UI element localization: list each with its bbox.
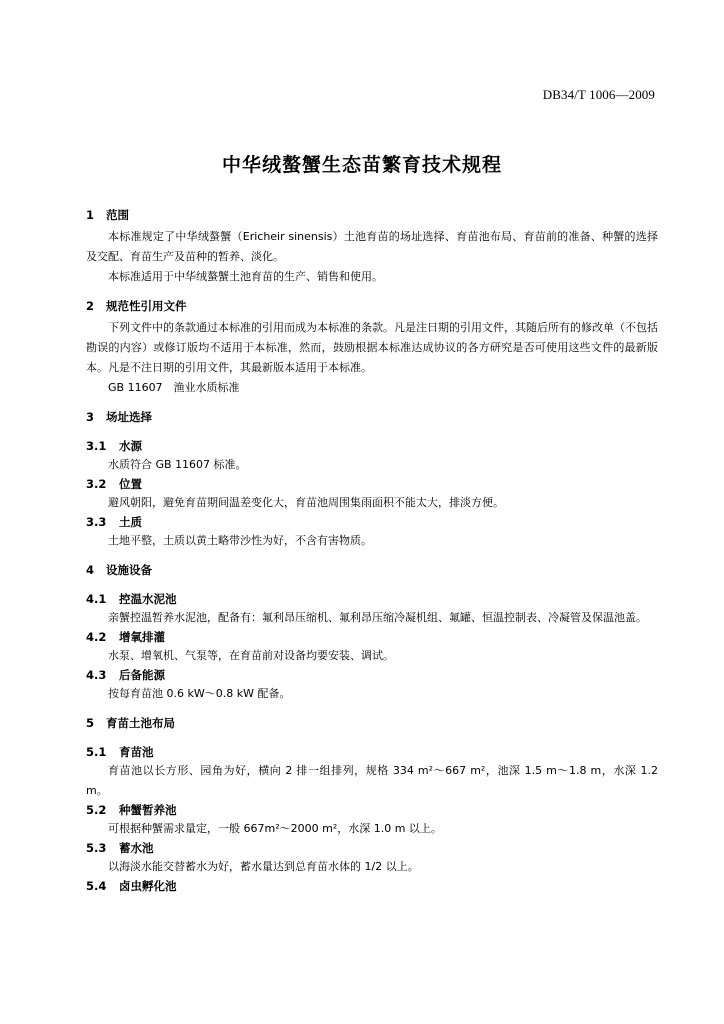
subsection-3-2-heading [86,475,658,493]
subsection-number: 5.3 [86,841,107,855]
subsection-title: 位置 [119,477,142,491]
subsection-title: 种蟹暂养池 [119,803,177,817]
subsection-number: 4.3 [86,668,107,682]
subsection-5-3-heading [86,839,658,857]
section-2-heading [86,298,658,315]
subsection-title: 育苗池 [119,745,154,759]
subsection-title: 增氧排灌 [119,630,165,644]
section-title: 设施设备 [106,563,152,577]
subsection-3-1-paragraph: 水质符合 GB 11607 标准。 [108,458,247,471]
subsection-5-1-heading [86,743,658,761]
subsection-3-3-paragraph: 土地平整，土质以黄土略带沙性为好，不含有害物质。 [108,534,372,547]
section-5-heading [86,715,658,732]
subsection-number: 5.2 [86,803,107,817]
section-4-heading [86,562,658,579]
subsection-5-1-paragraph: 育苗池以长方形、园角为好，横向 2 排一组排列，规格 334 m²～667 m²，池深 1.5 m～1.8 m，水深 1.2 m。 [86,764,658,797]
section-number: 1 [86,208,95,222]
subsection-3-3-heading [86,513,658,531]
subsection-4-2-paragraph: 水泵、增氧机、气泵等，在育苗前对设备均要安装、调试。 [108,649,394,662]
document-title: 中华绒螯蟹生态苗繁育技术规程 [221,154,502,176]
section-1-paragraph-2: 本标准适用于中华绒螯蟹土池育苗的生产、销售和使用。 [108,270,383,283]
document-code: DB34/T 1006—2009 [542,87,655,102]
subsection-title: 蓄水池 [119,841,154,855]
subsection-5-2-paragraph: 可根据种蟹需求量定，一般 667m²～2000 m²，水深 1.0 m 以上。 [108,822,442,835]
normative-reference: GB 11607 渔业水质标准 [108,381,240,394]
subsection-4-3-heading [86,666,658,684]
subsection-5-2-heading [86,801,658,819]
section-2-paragraph-1: 下列文件中的条款通过本标准的引用而成为本标准的条款。凡是注日期的引用文件，其随后所有的修改单（不包括勘误的内容）或修订版均不适用于本标准，然而，鼓励根据本标准达成协议的各方研究是否可使用这些文件的最新版本。凡是不注日期的引用文件，其最新版本适用于本标准。 [86,321,658,374]
subsection-3-1-heading [86,437,658,455]
subsection-title: 土质 [119,515,142,529]
section-title: 育苗土池布局 [106,716,175,730]
section-number: 2 [86,299,95,313]
section-number: 4 [86,563,95,577]
subsection-number: 4.2 [86,630,107,644]
subsection-4-1-paragraph: 亲蟹控温暂养水泥池，配备有：氟利昂压缩机、氟利昂压缩冷凝机组、氟罐、恒温控制表、冷凝管及保温池盖。 [108,611,647,624]
section-number: 3 [86,410,95,424]
subsection-4-3-paragraph: 按每育苗池 0.6 kW～0.8 kW 配备。 [108,687,291,700]
section-number: 5 [86,716,95,730]
section-1-paragraph-1: 本标准规定了中华绒螯蟹（Ericheir sinensis）土池育苗的场址选择、育苗池布局、育苗前的准备、种蟹的选择及交配、育苗生产及苗种的暂养、淡化。 [86,230,658,263]
section-1-heading [86,207,658,224]
section-title: 范围 [106,208,129,222]
section-3-heading [86,409,658,426]
section-title: 场址选择 [106,410,152,424]
document-body [86,207,658,895]
subsection-number: 3.1 [86,439,107,453]
subsection-3-2-paragraph: 避风朝阳，避免育苗期间温差变化大，育苗池周围集雨面积不能太大，排淡方便。 [108,496,504,509]
subsection-title: 控温水泥池 [119,592,177,606]
subsection-number: 5.1 [86,745,107,759]
subsection-title: 卤虫孵化池 [119,879,177,893]
subsection-title: 水源 [119,439,142,453]
subsection-4-1-heading [86,590,658,608]
subsection-4-2-heading [86,628,658,646]
section-title: 规范性引用文件 [106,299,187,313]
subsection-5-4-heading [86,877,658,895]
subsection-number: 3.2 [86,477,107,491]
subsection-number: 3.3 [86,515,107,529]
subsection-5-3-paragraph: 以海淡水能交替蓄水为好，蓄水量达到总育苗水体的 1/2 以上。 [108,860,419,873]
subsection-title: 后备能源 [119,668,165,682]
subsection-number: 4.1 [86,592,107,606]
subsection-number: 5.4 [86,879,107,893]
